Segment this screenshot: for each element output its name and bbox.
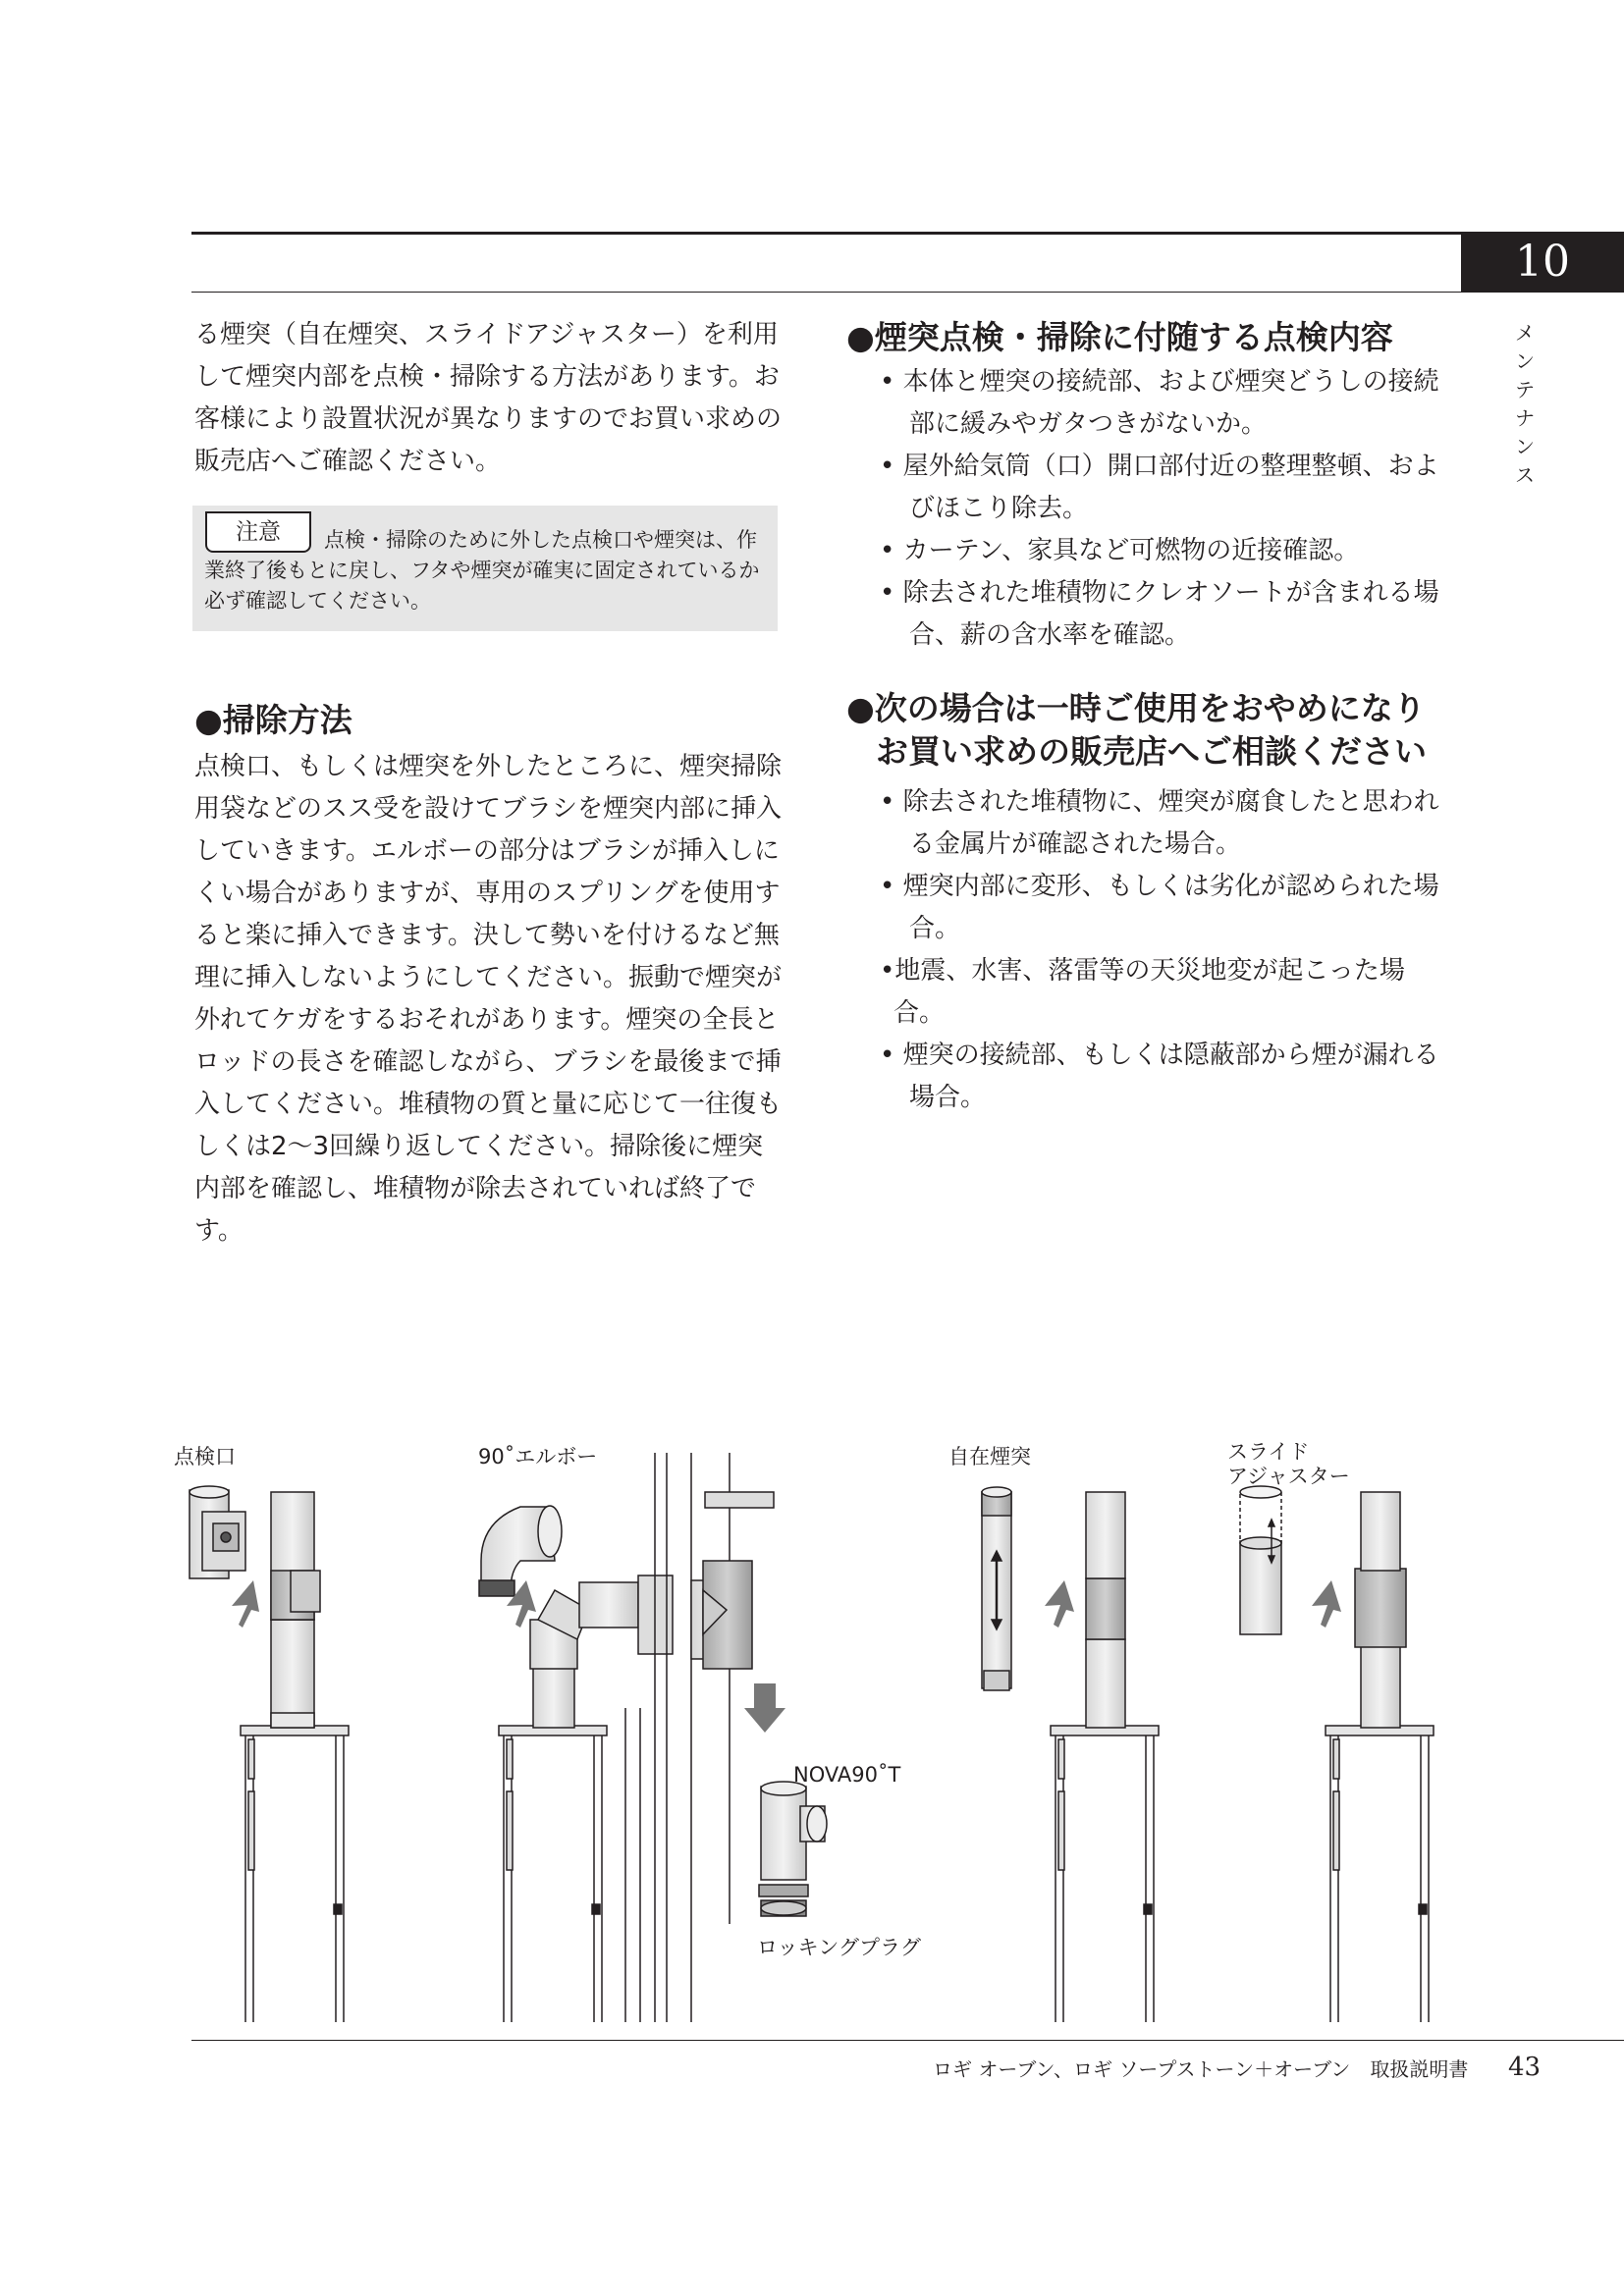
stop-list <box>846 781 1445 1119</box>
header-rule <box>191 232 1624 235</box>
list-item: • 本体と煙突の接続部、および煙突どうしの接続部に緩みやガタつきがないか。 <box>880 367 1439 439</box>
footer-rule <box>191 2040 1624 2041</box>
cleaning-heading: ●掃除方法 <box>194 701 352 739</box>
section-label-char: メ <box>1515 321 1535 345</box>
flex-chimney-part <box>982 1487 1011 1690</box>
section-label-char: ン <box>1515 435 1535 458</box>
section-label-char: テ <box>1515 378 1535 401</box>
label-slide-adjuster-line2: アジャスター <box>1227 1465 1350 1488</box>
cleaning-paragraph: 点検口、もしくは煙突を外したところに、煙突掃除用袋などのスス受を設けてブラシを煙突内部に挿入していきます。エルボーの部分はブラシが挿入しにくい場合がありますが、専用のスプリングを使用すると楽に挿入できます。決して勢いを付けるなど無理に挿入しないようにしてください。振動で煙突が外れてケガをするおそれがあります。煙突の全長とロッドの長さを確認しながら、ブラシを最後まで挿入してください。堆積物の質と量に応じて一往復もしくは2～3回繰り返してください。掃除後に煙突内部を確認し、堆積物が除去されていれば終了です。 <box>194 752 783 1246</box>
stove-4 <box>1283 1492 1443 2022</box>
arrow-icon <box>1312 1580 1341 1628</box>
wall-chimney <box>625 1453 774 2022</box>
chapter-number: 10 <box>1461 232 1624 293</box>
inspection-list <box>846 361 1445 657</box>
label-flex-chimney: 自在煙突 <box>948 1445 1031 1468</box>
arrow-icon <box>1045 1580 1074 1628</box>
stop-heading-line2: お買い求めの販売店へご相談ください <box>876 732 1427 771</box>
list-item: • 煙突の接続部、もしくは隠蔽部から煙が漏れる場合。 <box>880 1041 1439 1112</box>
footer-title: ロギ オーブン、ロギ ソープストーン＋オーブン 取扱説明書 <box>933 2057 1469 2081</box>
list-item: •地震、水害、落雷等の天災地変が起こった場合。 <box>880 956 1405 1028</box>
inspection-port-part <box>189 1486 245 1578</box>
slide-adjuster-part <box>1240 1486 1281 1634</box>
section-label-char: ス <box>1515 463 1535 487</box>
list-item: • 煙突内部に変形、もしくは劣化が認められた場合。 <box>880 872 1439 943</box>
stop-heading <box>846 687 1445 774</box>
caution-badge: 注意 <box>205 511 311 553</box>
list-item: • 除去された堆積物に、煙突が腐食したと思われる金属片が確認された場合。 <box>880 787 1439 859</box>
stove-2 <box>466 1575 673 2022</box>
section-label-char: ン <box>1515 349 1535 373</box>
header-subrule <box>191 292 1624 293</box>
label-slide-adjuster <box>1227 1440 1350 1489</box>
label-nova-t: NOVA90˚T <box>793 1763 901 1787</box>
page-number: 43 <box>1508 2053 1542 2082</box>
label-inspection-port: 点検口 <box>174 1445 236 1468</box>
arrow-icon <box>744 1683 785 1733</box>
label-elbow: 90˚エルボー <box>478 1445 598 1468</box>
nova-t-part <box>759 1782 827 1916</box>
list-item: • 屋外給気筒（口）開口部付近の整理整頓、およびほこり除去。 <box>880 452 1439 523</box>
elbow-part <box>479 1506 562 1596</box>
list-item: • カーテン、家具など可燃物の近接確認。 <box>880 536 1360 565</box>
inspection-heading: ●煙突点検・掃除に付随する点検内容 <box>846 318 1393 356</box>
label-slide-adjuster-line1: スライド <box>1227 1440 1310 1464</box>
intro-paragraph: る煙突（自在煙突、スライドアジャスター）を利用して煙突内部を点検・掃除する方法があります。お客様により設置状況が異なりますのでお買い求めの販売店へご確認ください。 <box>194 320 783 476</box>
label-locking-plug: ロッキングプラグ <box>757 1936 921 1959</box>
list-item: • 除去された堆積物にクレオソートが含まれる場合、薪の含水率を確認。 <box>880 578 1439 650</box>
stove-3 <box>1008 1492 1168 2022</box>
chimney-illustrations <box>0 1414 1624 2022</box>
caution-box <box>192 506 778 631</box>
arrow-icon <box>232 1580 259 1628</box>
section-label-char: ナ <box>1515 406 1535 430</box>
caution-text: 点検・掃除のために外した点検口や煙突は、作業終了後もとに戻し、フタや煙突が確実に固定されているか必ず確認してください。 <box>204 528 760 613</box>
section-label <box>1510 319 1540 490</box>
stop-heading-line1: ●次の場合は一時ご使用をおやめになり <box>846 689 1426 727</box>
